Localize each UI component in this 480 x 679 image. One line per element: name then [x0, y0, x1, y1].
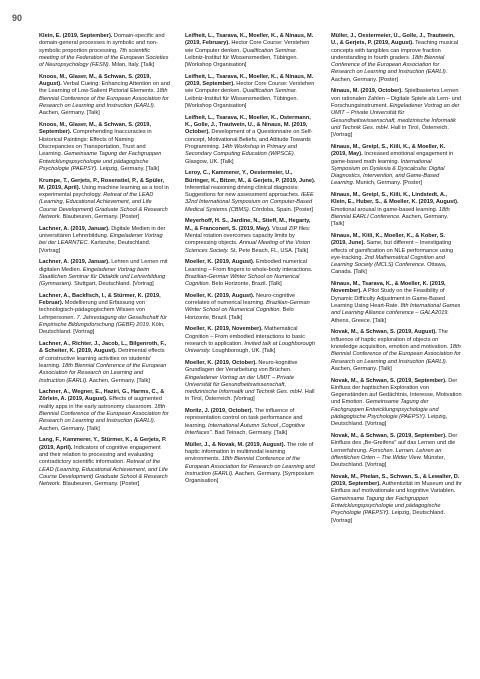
reference-venue: Invited talk at Loughborough University.: [185, 341, 315, 355]
reference-location: Leibniz-Institut für Wissensmedien, Tübingen. [Workshop Organisation]: [185, 54, 299, 69]
reference-venue: 18th Biennial EARLI Conference.: [331, 206, 450, 220]
reference-authors: Novak, M., & Schwan, S. (2019, September).: [331, 377, 447, 384]
reference-authors: Novak, M., & Schwan, S. (2019, September).: [331, 432, 447, 439]
reference-location: Glasgow, UK. [Talk]: [185, 158, 234, 165]
reference-location: Aachen, Germany. [Talk]: [87, 377, 150, 384]
reference-entry: [185, 218, 316, 254]
reference-location: Karlsruhe, Deutschland. [Vortrag]: [39, 240, 151, 254]
reference-column-3: [331, 33, 462, 529]
reference-authors: Ninaus, M., Tsarava, K., & Moeller, K. (2019, November).: [331, 281, 446, 295]
reference-entry: [331, 378, 462, 429]
references-columns: [39, 33, 462, 529]
reference-location: Córdoba, Spain. [Poster]: [250, 206, 314, 213]
reference-entry: [39, 259, 170, 288]
reference-venue: Brazilian-German Winter School on Numerical Cognition.: [185, 273, 300, 288]
reference-title: Visual ZIP files: Mental rotation overcomes capacity limits by compressing objects.: [185, 225, 311, 247]
reference-venue: International Autumn School „Cognitive Interfaces".: [185, 422, 305, 437]
reference-authors: Lachner, A. (2019, Januar).: [39, 225, 110, 232]
reference-venue: 14th Workshop in Primary and Secondary Computing Education (WiPSCE).: [185, 143, 297, 158]
reference-venue: 2nd Mathematical Cognition and Learning Society (MCLS) Conference.: [331, 254, 445, 269]
reference-authors: Krumpe, T., Gerjets, P., Rosenstiel, P., & Spüler, M. (2019, April).: [39, 177, 165, 191]
reference-venue: Eingeladener Vortrag an der UMIT – Private Universität für Gesundheitswissenschaft, medizinische Informatik und Technik Ges. mbH.: [331, 103, 460, 131]
reference-location: Blaubeuren, Germany. [Poster]: [61, 481, 140, 488]
reference-title: Emotional arousal in game-based learning.: [331, 206, 439, 213]
reference-authors: Moeller, K. (2019, August).: [185, 259, 255, 266]
reference-authors: Moeller, K. (2019, October).: [185, 360, 257, 366]
reference-entry: [185, 74, 316, 110]
reference-location: Hall in Tirol, Österreich. [Vortrag]: [185, 389, 315, 403]
reference-entry: [185, 170, 316, 214]
reference-entry: [331, 88, 462, 139]
reference-venue: IEEE 32nd International Symposium on Computer-Based Medical Systems (CBMS).: [185, 192, 314, 213]
reference-entry: [39, 226, 170, 255]
reference-title: Teaching musical concepts with tangibles can improve fraction understanding in fourth graders.: [331, 40, 459, 61]
reference-venue: 18th Biennial Conference of the European Association for Research on Learning and Instruction (EARLI).: [331, 54, 448, 76]
reference-venue: Eingeladener Vortrag an der UMIT – Private Universität für Gesundheitswissenschaft, medizinische Informatik und Technik Ges. mbH.: [185, 374, 304, 396]
reference-venue: International Symposium on Dyslexia & Dyscalculia: Digital Diagnostics, Intervention, and Game-Based Learning.: [331, 158, 445, 187]
reference-entry: [185, 259, 316, 288]
reference-venue: Eingeladener Vortrag bei der LEARNTEC.: [39, 232, 163, 247]
reference-title: Digitale Medien in der universitären Lehrerbildung.: [39, 225, 166, 239]
reference-authors: Müller, J., & Novak, M. (2019, August).: [185, 441, 286, 448]
reference-authors: Klein, E. (2019, September).: [39, 33, 113, 39]
reference-title: The influence of representation control on task performance and learning.: [185, 408, 303, 429]
reference-location: Milan, Italy. [Talk]: [110, 62, 155, 69]
reference-authors: Ninaus, M., Greipl, S., Kiili, K., & Moeller, K. (2019, May).: [331, 143, 446, 158]
reference-location: St. Pete Beach, FL, USA. [Talk]: [228, 247, 309, 254]
reference-authors: Lachner, A. (2019, Januar).: [39, 259, 110, 266]
reference-venue: Brazilian-German Winter School on Numerical Cognition.: [185, 300, 310, 314]
reference-venue: Retreat of the LEAD (Learning, Educational Achievement, and Life Course Development) Graduate School & Research Network.: [39, 192, 168, 220]
reference-entry: [331, 433, 462, 469]
reference-authors: Knoos, M., Glaser, M., & Schwan, S. (2019, September).: [39, 122, 151, 136]
reference-column-2: [185, 33, 316, 529]
reference-entry: [331, 233, 462, 277]
reference-authors: Müller, J., Oestermeier, U., Golle, J., Trautwein, U., & Gerjets, P. (2019, August).: [331, 33, 455, 47]
reference-authors: Lachner, A., Backfisch, I., & Stürmer, K. (2019, Februar).: [39, 292, 161, 307]
reference-venue: 18th Biennial Conference of the European Association for Research on Learning and Instruction (EARLI).: [39, 362, 167, 384]
reference-location: Aachen, Germany. [Talk]: [331, 365, 392, 372]
reference-authors: Ninaus, M., Kiili, K., Moeller, K., & Kober, S. (2019, June).: [331, 232, 446, 247]
reference-location: Hall in Tirol, Österreich. [Vortrag]: [331, 124, 449, 139]
reference-venue: 8th International Games and Learning Alliance conference – GALA2019.: [331, 303, 461, 317]
reference-venue: Qualification Seminar.: [242, 47, 298, 54]
reference-venue: Forschen. Lernen. Lehren an öffentlichen Orten – The Wider View.: [331, 447, 442, 461]
reference-title: Domain-specific and domain-general processes in symbolic and non-symbolic proportion processing.: [39, 33, 165, 54]
reference-title: Indicators of cognitive engagement and their relation to processing and evaluating contradictory scientific information.: [39, 444, 161, 466]
reference-title: Neuro-kognitive Grundlagen der Verarbeitung von Brüchen.: [185, 360, 298, 374]
reference-title: The role of haptic information in multimodal learning environments.: [185, 441, 314, 463]
reference-entry: [185, 293, 316, 322]
reference-title: Increased emotional engagement in game-based math learning.: [331, 151, 454, 165]
reference-title: Mathematical Cognition – From embodied interactions to basic research to application.: [185, 326, 306, 348]
reference-venue: Retreat of the LEAD (Learning, Educational Achievement, and Life Course Development) Graduate School & Research Network.: [39, 459, 168, 488]
reference-authors: Lang, F., Kammerer, Y., Stürmer, K., & Gerjets, P. (2019, April).: [39, 437, 167, 451]
reference-title: Development of a Questionnaire on Self-concept, Motivational Beliefs, and Attitude Towards Programming.: [185, 129, 313, 150]
reference-authors: Moritz, J. (2019, October).: [185, 408, 254, 415]
reference-entry: [185, 115, 316, 166]
reference-title: Using machine learning as a tool in experimental psychology.: [39, 184, 169, 199]
reference-entry: [39, 389, 170, 433]
reference-title: The influence of haptic exploration of objects on knowledge acquisition, emotion and motivation.: [331, 329, 450, 350]
reference-venue: Gemeinsame Tagung der Fachgruppen Entwicklungspsychologie und pädagogische Psychologie (PAEPSY).: [331, 495, 441, 517]
reference-entry: [185, 408, 316, 437]
reference-title: Detrimental effects of constructive learning activities on students' learning.: [39, 348, 165, 369]
reference-title: Verbal Cueing: Enhancing Attention on and the Learning of Low-Salient Pictorial Elements.: [39, 81, 170, 95]
reference-entry: [185, 442, 316, 486]
reference-location: Ottawa, Canada. [Talk]: [331, 262, 447, 276]
reference-location: Stuttgart, Deutschland. [Vortrag]: [72, 281, 154, 288]
reference-location: Athens, Greece. [Talk]: [331, 317, 387, 324]
reference-location: Köln, Deutschland. [Vortrag]: [39, 322, 165, 336]
reference-authors: Leifheit, L., Tsarava, K., Moeller, K., Ostermann, K., Golle, J., Trautwein, U., & Ninaus, M. (2019, October).: [185, 114, 311, 136]
reference-venue: 18th Biennial Conference of the European Association for Research on Learning and Instruction (EARLI).: [185, 456, 315, 477]
reference-column-1: [39, 33, 170, 529]
reference-title: Der Einfluss des „Be-Greifens" auf das Lernen und die Lernerfahrung.: [331, 432, 458, 454]
reference-authors: Novak, M., Phelan, S., Schwan, S., & Lewalter, D. (2019, September).: [331, 473, 460, 488]
reference-entry: [39, 74, 170, 118]
reference-venue: Eingeladener Vortrag beim Staatlichen Seminar für Didaktik und Lehrerbildung (Gymnasien).: [39, 266, 166, 288]
reference-entry: [185, 326, 316, 355]
reference-entry: [39, 293, 170, 337]
page-number: 90: [12, 13, 23, 23]
reference-authors: Novak, M., & Schwan, S. (2019, August).: [331, 329, 437, 336]
reference-entry: [185, 33, 316, 69]
reference-title: Lehren und Lernen mit digitalen Medien.: [39, 259, 168, 273]
reference-location: Münster, Deutschland. [Vortrag]: [331, 454, 445, 469]
reference-entry: [331, 144, 462, 188]
reference-authors: Leroy, C., Kammerer, Y., Oestermeier, U., Büringer, K., Bitzer, M., & Gerjets, P. (2019, June).: [185, 170, 316, 184]
reference-venue: 7. Jahrestagung der Gesellschaft für Empirische Bildungsforschung (GEBF) 2019.: [39, 314, 167, 329]
reference-title: Comprehending Inaccuracies in Historical Paintings: Effects of Naming Discrepancies on Transportation, Trust and Learning.: [39, 129, 152, 158]
reference-authors: Knoos, M., Glaser, M., & Schwan, S. (2019, August).: [39, 73, 151, 88]
reference-location: Blaubeuren, Germany. [Poster]: [61, 214, 140, 220]
reference-entry: [39, 178, 170, 222]
reference-location: Leipzig, Deutschland. [Vortrag]: [331, 510, 446, 524]
reference-location: Loughborough, UK. [Talk]: [210, 348, 276, 355]
reference-location: Leibniz-Institut für Wissensmedien, Tübingen. [Workshop Organisation]: [185, 95, 299, 110]
reference-entry: [39, 437, 170, 488]
reference-authors: Ninaus, M. (2019, October).: [331, 88, 403, 95]
reference-authors: Leifheit, L., Tsarava, K., Moeller, K., & Ninaus, M. (2019, September).: [185, 73, 314, 88]
reference-location: Munich, Germany. [Poster]: [354, 180, 422, 187]
reference-title: Embodied numerical Learning – From fingers to whole-body interactions.: [185, 259, 313, 273]
reference-authors: Ninaus, M., Greipl, S., Kiili, K., Lindstedt, A., Klein, E., Huber, S., & Moeller, K. (2019, August).: [331, 192, 459, 206]
reference-entry: [185, 360, 316, 404]
reference-title: Spielbasiertes Lernen von rationalen Zahlen – Digitale Spiele als Lern- und Forschungsinstrument.: [331, 88, 461, 110]
reference-location: Aachen, Germany. [Talk]: [39, 110, 100, 117]
reference-venue: 18th Biennial Conference of the European Association for Research on Learning and Instruction (EARLI).: [39, 88, 169, 110]
reference-authors: Lachner, A., Richter, J., Jacob, L., Bilgenroth, F., & Scheiter, K. (2019, August).: [39, 341, 167, 355]
reference-location: Aachen, Germany. [Symposium Organisation]: [185, 470, 314, 485]
reference-venue: Qualification Seminar.: [242, 88, 298, 95]
reference-title: Neuro-cognitive correlates of numerical learning.: [185, 292, 296, 307]
reference-location: Bad Teinach, Germany. [Talk]: [213, 430, 288, 437]
reference-venue: Gemeinsame Tagung der Fachgruppen Entwicklungspsychologie und pädagogische Psychologie (PAEPSY).: [331, 399, 439, 420]
reference-authors: Meyerhoff, H. S., Jardine, N., Stieff, M., Hegarty, M., & Franconeri, S. (2019, May).: [185, 218, 311, 232]
reference-venue: 18th Biennial Conference of the European Association for Research on Learning and Instruction (EARLI).: [331, 343, 461, 365]
reference-title: Hector Core Course: Verstehen wie Computer denken.: [185, 81, 315, 95]
reference-location: Belo Horizonte, Brazil. [Talk]: [185, 307, 294, 321]
reference-title: Der Einfluss der haptischen Exploration von Gegenständen auf Gedächtnis, Interesse, Motivation und Emotion.: [331, 377, 462, 406]
reference-location: Aachen, Germany. [Poster]: [331, 76, 399, 83]
reference-entry: [39, 341, 170, 385]
reference-location: Belo Horizonte, Brazil. [Talk]: [210, 281, 282, 288]
reference-location: Leipzig, Germany. [Talk]: [97, 165, 160, 172]
reference-title: Hector Core Course: Verstehen wie Computer denken.: [185, 40, 310, 54]
reference-authors: Leifheit, L., Tsarava, K., Moeller, K., & Ninaus, M. (2019, February).: [185, 33, 314, 47]
reference-entry: [331, 474, 462, 525]
reference-venue: 7th scientific meeting of the Federation of the European Societies of Neuropsychology (FESN).: [39, 47, 169, 69]
reference-title: A Pilot Study on the Feasibility of Dynamic Difficulty Adjustment in Game-Based Learning Using Heart-Rate.: [331, 288, 445, 310]
reference-entry: [331, 192, 462, 228]
reference-entry: [39, 33, 170, 69]
reference-title: Effects of augmented reality apps in the early astronomy classroom.: [39, 396, 162, 410]
reference-location: Leipzig, Deutschland. [Vortrag]: [331, 413, 448, 428]
reference-location: Aachen, Germany. [Talk]: [331, 214, 449, 228]
reference-venue: Gemeinsame Tagung der Fachgruppen Entwicklungspsychologie und pädagogische Psychologie (PAEPSY).: [39, 151, 162, 172]
reference-venue: 18th Biennial Conference of the European Association for Research on Learning and Instruction (EARLI).: [39, 403, 169, 425]
reference-title: Same, but different – Investigating effects of gamification on NLE performance using eye-tracking.: [331, 240, 454, 261]
reference-location: Aachen, Germany. [Talk]: [39, 425, 100, 432]
reference-entry: [331, 33, 462, 84]
reference-authors: Lachner, A., Wegner, E., Haziri, G., Harms, C., & Zörlein, A. (2019, August).: [39, 389, 165, 403]
reference-title: Authentizität im Museum und ihr Einfluss auf motivationale und kognitive Variablen.: [331, 481, 462, 495]
reference-title: Inferential reasoning driving clinical diagnosis: Suggestions for new assessment approaches.: [185, 184, 301, 199]
reference-venue: Annual Meeting of the Vision Sciences Society.: [185, 240, 311, 254]
reference-authors: Moeller, K. (2019, August).: [185, 292, 255, 299]
reference-authors: Moeller, K. (2019, November).: [185, 326, 263, 333]
reference-entry: [331, 281, 462, 325]
reference-entry: [331, 329, 462, 373]
reference-entry: [39, 122, 170, 173]
reference-title: Modellierung und Erfassung von technologisch-pädagogischem Wissen von Lehrpersonen.: [39, 300, 146, 321]
